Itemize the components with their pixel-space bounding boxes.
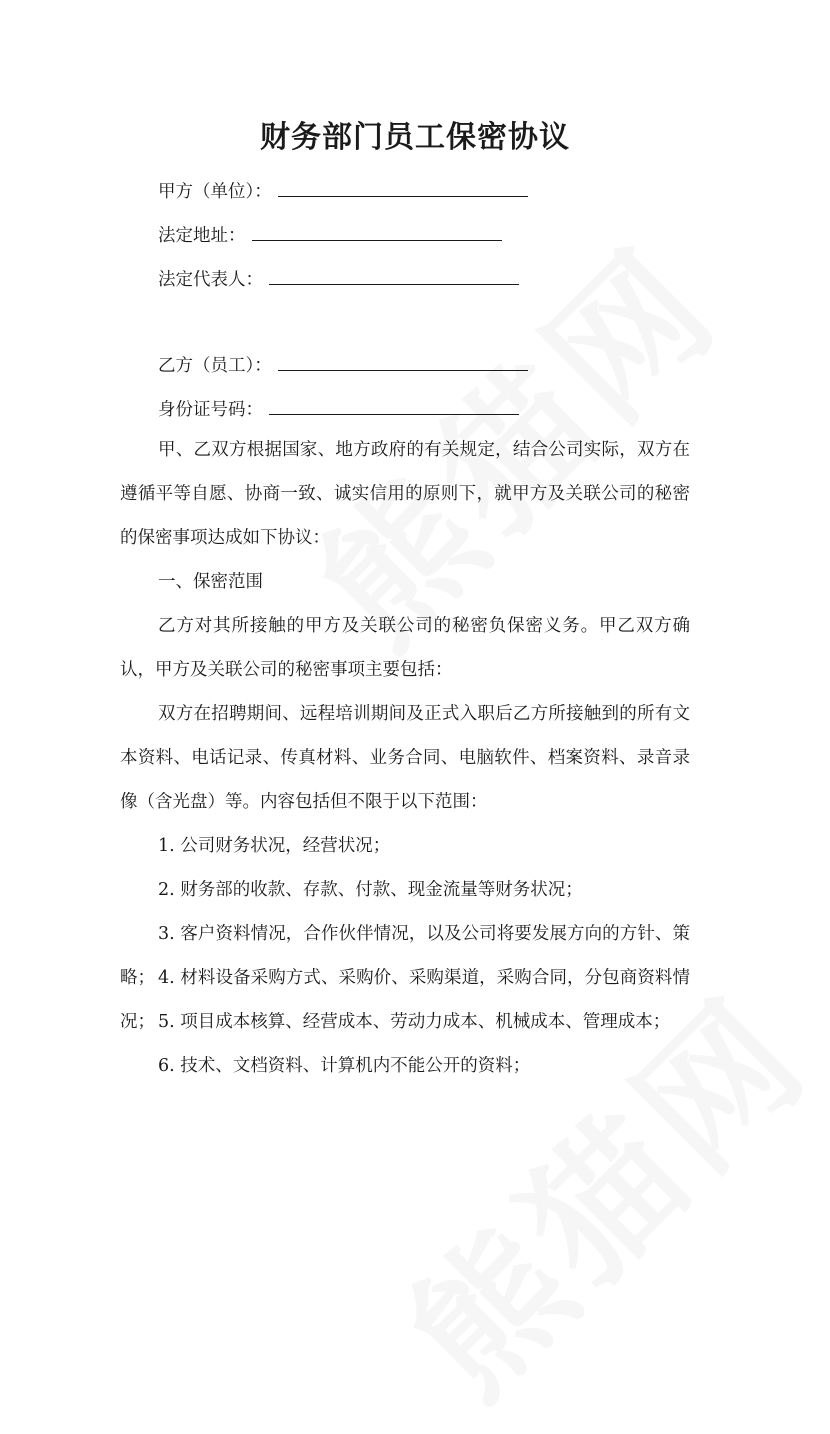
list-item: 4. 材料设备采购方式、采购价、采购渠道，采购合同，分包商资料情况； xyxy=(120,968,690,1032)
party-a-representative-line xyxy=(158,266,519,292)
party-a-representative-label: 法定代表人： xyxy=(158,270,263,290)
party-a-address-blank[interactable] xyxy=(252,222,502,241)
party-a-unit-line xyxy=(158,178,528,204)
party-a-address-label: 法定地址： xyxy=(158,226,246,246)
party-a-representative-blank[interactable] xyxy=(269,266,519,285)
document-title: 财务部门员工保密协议 xyxy=(260,120,570,155)
section1-paragraph-1: 乙方对其所接触的甲方及关联公司的秘密负保密义务。甲乙双方确认，甲方及关联公司的秘密事项主要包括： xyxy=(120,616,690,680)
party-a-address-line xyxy=(158,222,502,248)
party-b-employee-blank[interactable] xyxy=(278,352,528,371)
party-a-unit-blank[interactable] xyxy=(278,178,528,197)
list-item: 2. 财务部的收款、存款、付款、现金流量等财务状况； xyxy=(158,880,583,900)
intro-paragraph: 甲、乙双方根据国家、地方政府的有关规定，结合公司实际，双方在遵循平等自愿、协商一致、诚实信用的原则下，就甲方及关联公司的秘密的保密事项达成如下协议： xyxy=(120,440,690,548)
party-b-employee-label: 乙方（员工）： xyxy=(158,356,272,376)
party-a-unit-label: 甲方（单位）： xyxy=(158,182,272,202)
section1-paragraph-2: 双方在招聘期间、远程培训期间及正式入职后乙方所接触到的所有文本资料、电话记录、传真材料、业务合同、电脑软件、档案资料、录音录像（含光盘）等。内容包括但不限于以下范围： xyxy=(120,704,690,812)
list-item: 3. 客户资料情况，合作伙伴情况，以及公司将要发展方向的方针、策略； xyxy=(120,924,690,988)
party-b-id-blank[interactable] xyxy=(269,396,519,415)
party-b-employee-line xyxy=(158,352,528,378)
party-b-id-line xyxy=(158,396,519,422)
list-item: 6. 技术、文档资料、计算机内不能公开的资料； xyxy=(158,1056,531,1076)
list-item: 1. 公司财务状况，经营状况； xyxy=(158,836,391,856)
party-b-id-label: 身份证号码： xyxy=(158,400,263,420)
list-item: 5. 项目成本核算、经营成本、劳动力成本、机械成本、管理成本； xyxy=(158,1012,671,1032)
section1-heading: 一、保密范围 xyxy=(158,572,263,592)
